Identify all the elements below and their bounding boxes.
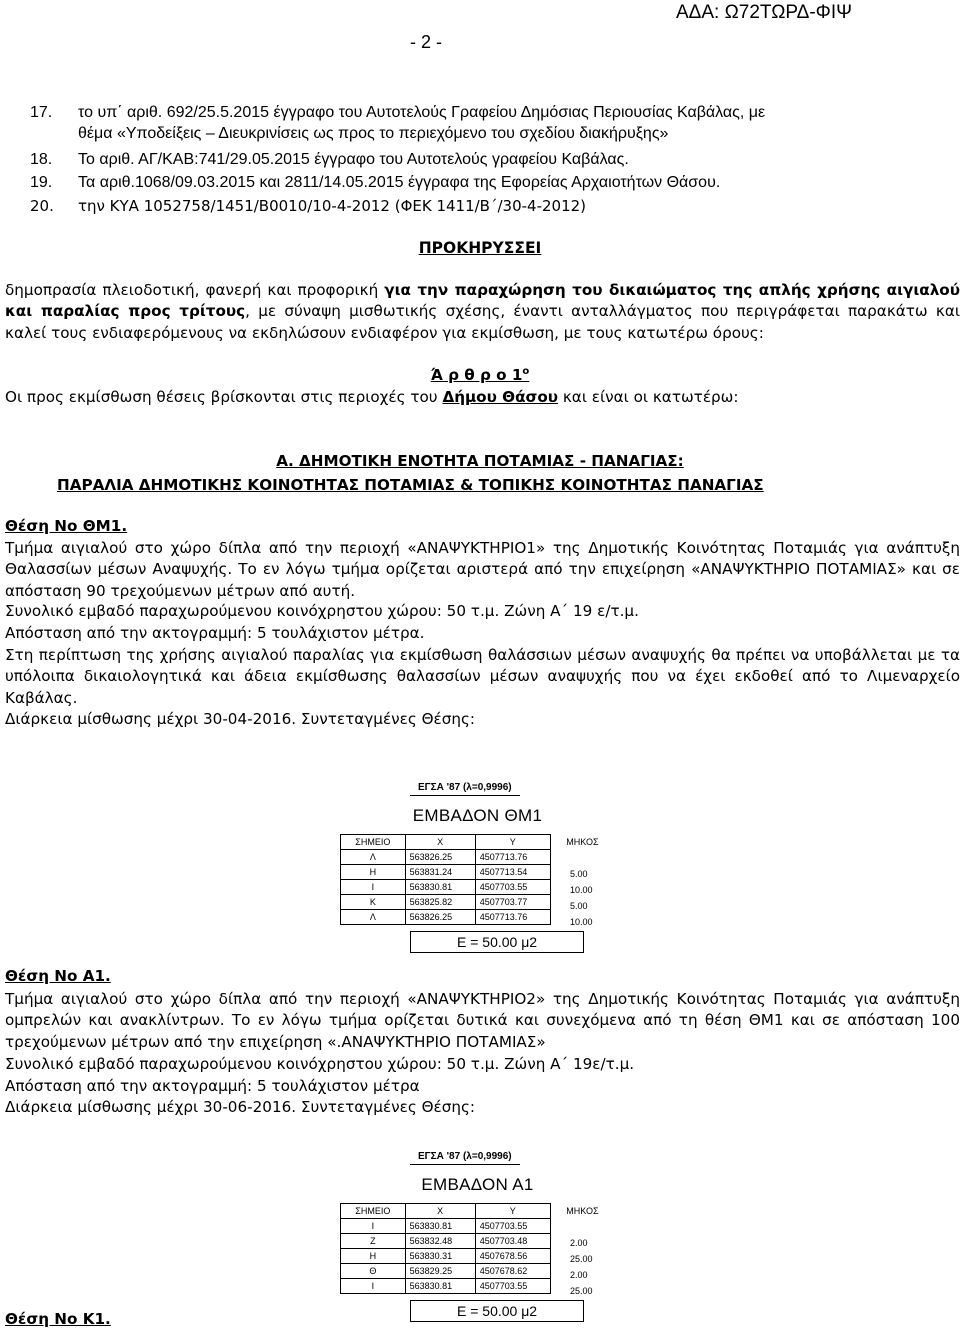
- reference-item: [30, 196, 960, 217]
- length-label: 5.00: [570, 869, 588, 879]
- column-header: ΜΗΚΟΣ: [566, 837, 599, 847]
- reference-item: [30, 150, 960, 171]
- figure-title: ΕΜΒΑΔΟΝ ΘΜ1: [412, 806, 543, 825]
- table-header-row: [341, 1204, 615, 1219]
- column-header: Y: [475, 1204, 550, 1219]
- x-cell: 563830.81: [405, 1279, 475, 1294]
- point-cell: Ι: [341, 1279, 406, 1294]
- article-text-start: Οι προς εκμίσθωση θέσεις βρίσκονται στις περιοχές του: [5, 388, 443, 406]
- length-label: 25.00: [570, 1254, 593, 1264]
- y-cell: 4507713.54: [475, 865, 550, 880]
- y-cell: 4507678.62: [475, 1264, 550, 1279]
- length-label: 25.00: [570, 1286, 593, 1296]
- column-header: X: [405, 835, 475, 850]
- coordinates-figure-a1: [340, 1146, 615, 1322]
- position-description-a1: Τμήμα αιγιαλού στο χώρο δίπλα από την περιοχή «ΑΝΑΨΥΚΤΗΡΙΟ2» της Δημοτικής Κοινότητας Ποταμιάς για ανάπτυξη ομπρελών και ανακλίντρων. Το εν λόγω τμήμα ορίζεται δυτικά και συνεχόμενα από τη θέση ΘΜ1 και σε απόσταση 100 τρεχούμενων μέτρων από την επιχείρηση «.ΑΝΑΨΥΚΤΗΡΙΟ ΠΟΤΑΜΙΑΣ»: [5, 990, 960, 1051]
- intro-text: , με σύναψη μισθωτικής σχέσης, έναντι ανταλλάγματος που περιγράφεται παρακάτω και καλεί τους ενδιαφερόμενους να εκδηλώσουν ενδιαφέρον για εκμίσθωση, με τους κατωτέρω όρους:: [5, 302, 960, 342]
- area-label: E = 50.00 μ2: [410, 1300, 584, 1322]
- position-note-thm1: Στη περίπτωση της χρήσης αιγιαλού παραλίας για εκμίσθωση θαλάσσιων μέσων αναψυχής θα πρέπει να υποβάλλεται με τα υπόλοιπα δικαιολογητικά και άδεια εκμίσθωσης θαλασσίων μέσων αναψυχής που να έχει εκδοθεί από το Λιμεναρχείο Καβάλας.: [5, 646, 960, 707]
- datum-label: ΕΓΣΑ '87 (λ=0,9996): [410, 782, 520, 796]
- intro-bold-text: για την παραχώρηση του δικαιώματος της απλής χρήσης αιγιαλού και παραλίας προς τρίτους: [5, 281, 960, 321]
- column-header: ΜΗΚΟΣ: [566, 1206, 599, 1216]
- column-header: ΣΗΜΕΙΟ: [341, 1204, 406, 1219]
- ref-text: την ΚΥΑ 1052758/1451/Β0010/10-4-2012 (ΦΕΚ 1411/Β΄/30-4-2012): [78, 197, 587, 215]
- position-area-a1: Συνολικό εμβαδό παραχωρούμενου κοινόχρηστου χώρου: 50 τ.μ. Ζώνη Α΄ 19ε/τ.μ.: [5, 1055, 635, 1073]
- x-cell: 563830.81: [405, 880, 475, 895]
- ref-text: Το αριθ. ΑΓ/ΚΑΒ:741/29.05.2015 έγγραφο του Αυτοτελούς γραφείου Καβάλας.: [78, 151, 629, 168]
- point-cell: Λ: [341, 910, 406, 925]
- length-label: 2.00: [570, 1270, 588, 1280]
- ref-text: Τα αριθ.1068/09.03.2015 και 2811/14.05.2015 έγγραφα της Εφορείας Αρχαιοτήτων Θάσου.: [78, 174, 721, 191]
- length-label: 5.00: [570, 901, 588, 911]
- coordinates-figure-thm1: [340, 777, 615, 953]
- x-cell: 563831.24: [405, 865, 475, 880]
- length-label: 10.00: [570, 917, 593, 927]
- datum-label: ΕΓΣΑ '87 (λ=0,9996): [410, 1151, 520, 1165]
- section-title: Α. ΔΗΜΟΤΙΚΗ ΕΝΟΤΗΤΑ ΠΟΤΑΜΙΑΣ - ΠΑΝΑΓΙΑΣ:: [276, 452, 684, 470]
- article-title-superscript: ο: [522, 366, 530, 377]
- position-duration-thm1: Διάρκεια μίσθωσης μέχρι 30-04-2016. Συντεταγμένες Θέσης:: [5, 710, 476, 728]
- page-number: - 2 -: [409, 32, 442, 52]
- y-cell: 4507703.48: [475, 1234, 550, 1249]
- article-text-end: και είναι οι κατωτέρω:: [558, 388, 739, 406]
- y-cell: 4507703.55: [475, 1279, 550, 1294]
- point-cell: Κ: [341, 895, 406, 910]
- point-cell: Λ: [341, 850, 406, 865]
- x-cell: 563825.82: [405, 895, 475, 910]
- area-label: E = 50.00 μ2: [410, 931, 584, 953]
- column-header: Y: [475, 835, 550, 850]
- point-cell: Θ: [341, 1264, 406, 1279]
- ref-text: το υπ΄ αριθ. 692/25.5.2015 έγγραφο του Αυτοτελούς Γραφείου Δημόσιας Περιουσίας Καβάλας, με: [78, 104, 766, 121]
- x-cell: 563832.48: [405, 1234, 475, 1249]
- point-cell: Ι: [341, 1219, 406, 1234]
- y-cell: 4507713.76: [475, 910, 550, 925]
- length-label: 10.00: [570, 885, 593, 895]
- article-title-text: Ά ρ θ ρ ο 1: [430, 366, 523, 385]
- ref-number: 20.: [30, 197, 54, 215]
- y-cell: 4507703.55: [475, 1219, 550, 1234]
- position-heading-k1: Θέση Νο Κ1.: [5, 1310, 111, 1328]
- x-cell: 563829.25: [405, 1264, 475, 1279]
- x-cell: 563830.31: [405, 1249, 475, 1264]
- article-title: [0, 366, 960, 384]
- position-heading-a1: Θέση Νο Α1.: [5, 967, 111, 985]
- municipality-name: Δήμου Θάσου: [442, 388, 559, 406]
- y-cell: 4507703.55: [475, 880, 550, 895]
- y-cell: 4507678.56: [475, 1249, 550, 1264]
- ref-number: 19.: [30, 174, 53, 191]
- coordinates-table: [340, 1203, 615, 1294]
- position-distance-a1: Απόσταση από την ακτογραμμή: 5 τουλάχιστον μέτρα: [5, 1077, 420, 1095]
- position-duration-a1: Διάρκεια μίσθωσης μέχρι 30-06-2016. Συντεταγμένες Θέσης:: [5, 1098, 476, 1116]
- y-cell: 4507703.77: [475, 895, 550, 910]
- x-cell: 563830.81: [405, 1219, 475, 1234]
- ref-number: 18.: [30, 151, 53, 168]
- figure-title: ΕΜΒΑΔΟΝ Α1: [421, 1175, 534, 1194]
- y-cell: 4507713.76: [475, 850, 550, 865]
- position-heading-thm1: Θέση Νο ΘΜ1.: [5, 517, 128, 535]
- reference-item: [30, 103, 960, 144]
- table-row: [341, 1219, 615, 1234]
- article-text: [5, 388, 739, 406]
- x-cell: 563826.25: [405, 850, 475, 865]
- intro-text: δημοπρασία πλειοδοτική, φανερή και προφορική: [5, 281, 385, 299]
- ref-number: 17.: [30, 104, 53, 121]
- point-cell: Η: [341, 1249, 406, 1264]
- position-description-thm1: Τμήμα αιγιαλού στο χώρο δίπλα από την περιοχή «ΑΝΑΨΥΚΤΗΡΙΟ1» της Δημοτικής Κοινότητας Ποταμιάς για ανάπτυξη Θαλασσίων μέσων Αναψυχής. Το εν λόγω τμήμα ορίζεται αριστερά από την επιχείρηση «ΑΝΑΨΥΚΤΗΡΙΟ ΠΟΤΑΜΙΑΣ» και σε απόσταση 90 τρεχούμενων μέτρων από αυτή.: [5, 539, 960, 600]
- point-cell: Η: [341, 865, 406, 880]
- section-subtitle: ΠΑΡΑΛΙΑ ΔΗΜΟΤΙΚΗΣ ΚΟΙΝΟΤΗΤΑΣ ΠΟΤΑΜΙΑΣ & ΤΟΠΙΚΗΣ ΚΟΙΝΟΤΗΤΑΣ ΠΑΝΑΓΙΑΣ: [57, 476, 764, 494]
- proclaim-heading: ΠΡΟΚΗΡΥΣΣΕΙ: [418, 239, 542, 257]
- point-cell: Ι: [341, 880, 406, 895]
- column-header: X: [405, 1204, 475, 1219]
- column-header: ΣΗΜΕΙΟ: [341, 835, 406, 850]
- ref-text-continued: θέμα «Υποδείξεις – Διευκρινίσεις ως προς το περιεχόμενο του σχεδίου διακήρυξης»: [78, 124, 669, 142]
- position-distance-thm1: Απόσταση από την ακτογραμμή: 5 τουλάχιστον μέτρα.: [5, 624, 425, 642]
- table-row: [341, 850, 615, 865]
- ada-code: ΑΔΑ: Ω72ΤΩΡΔ-ΦΙΨ: [676, 2, 852, 23]
- x-cell: 563826.25: [405, 910, 475, 925]
- intro-paragraph: [5, 280, 960, 344]
- reference-item: [30, 173, 960, 194]
- position-area-thm1: Συνολικό εμβαδό παραχωρούμενου κοινόχρηστου χώρου: 50 τ.μ. Ζώνη Α΄ 19 ε/τ.μ.: [5, 602, 639, 620]
- coordinates-table: [340, 834, 615, 925]
- point-cell: Ζ: [341, 1234, 406, 1249]
- length-label: 2.00: [570, 1238, 588, 1248]
- table-header-row: [341, 835, 615, 850]
